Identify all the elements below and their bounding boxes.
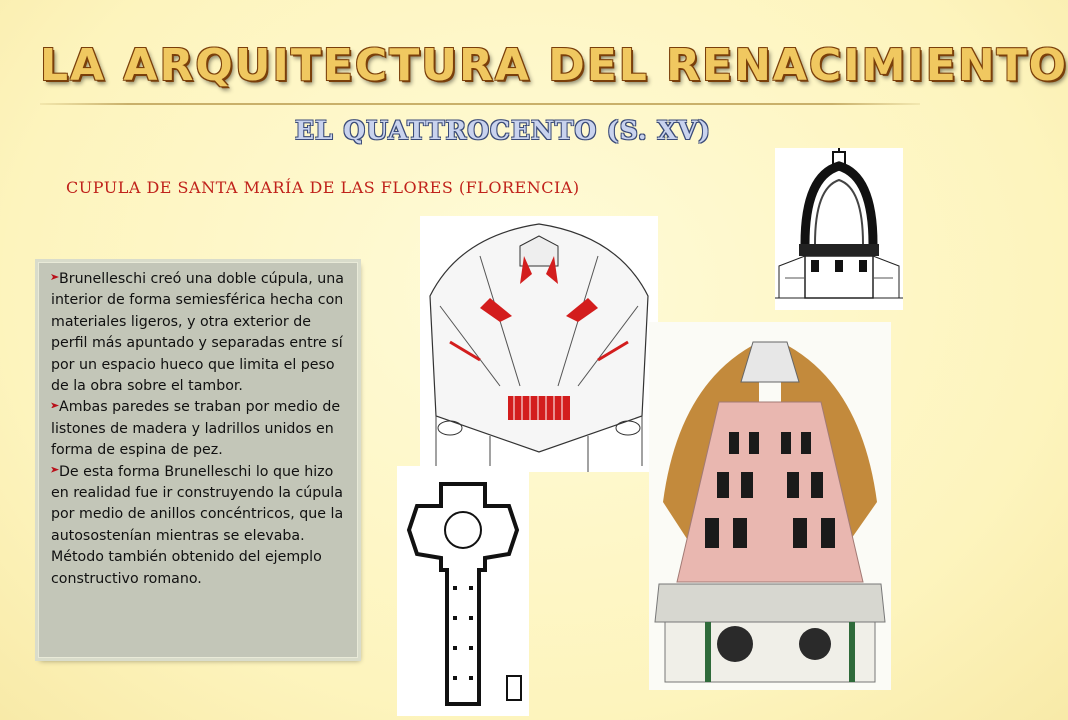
bullet-item [51,397,345,461]
slide-title: LA ARQUITECTURA DEL RENACIMIENTO [40,40,1068,91]
section-heading: CUPULA DE SANTA MARÍA DE LAS FLORES (FLORENCIA) [66,178,580,197]
bullet-item [51,462,345,590]
bullet-text: Brunelleschi creó una doble cúpula, una interior de forma semiesférica hecha con materiales ligeros, y otra exterior de perfil más apuntado y separadas entre sí por un espacio hueco que limita el peso de la obra sobre el tambor. [51,271,344,395]
bullet-item [51,269,345,397]
title-divider [40,103,920,105]
dome-axonometric-drawing [420,216,658,472]
cathedral-floor-plan [397,466,529,716]
slide-subtitle: EL QUATTROCENTO (S. XV) [295,116,711,145]
bullet-arrow-icon [51,467,59,473]
bullet-arrow-icon [51,274,59,280]
dome-section-drawing [775,148,903,310]
bullet-arrow-icon [51,402,59,408]
bullet-text: Ambas paredes se traban por medio de listones de madera y ladrillos unidos en forma de espina de pez. [51,399,341,459]
description-box [38,262,358,658]
bullet-text: De esta forma Brunelleschi lo que hizo en realidad fue ir construyendo la cúpula por medio de anillos concéntricos, que la autosostenían mientras se elevaba. Método también obtenido del ejemplo constructivo romano. [51,463,344,587]
dome-cutaway-illustration [649,322,891,690]
